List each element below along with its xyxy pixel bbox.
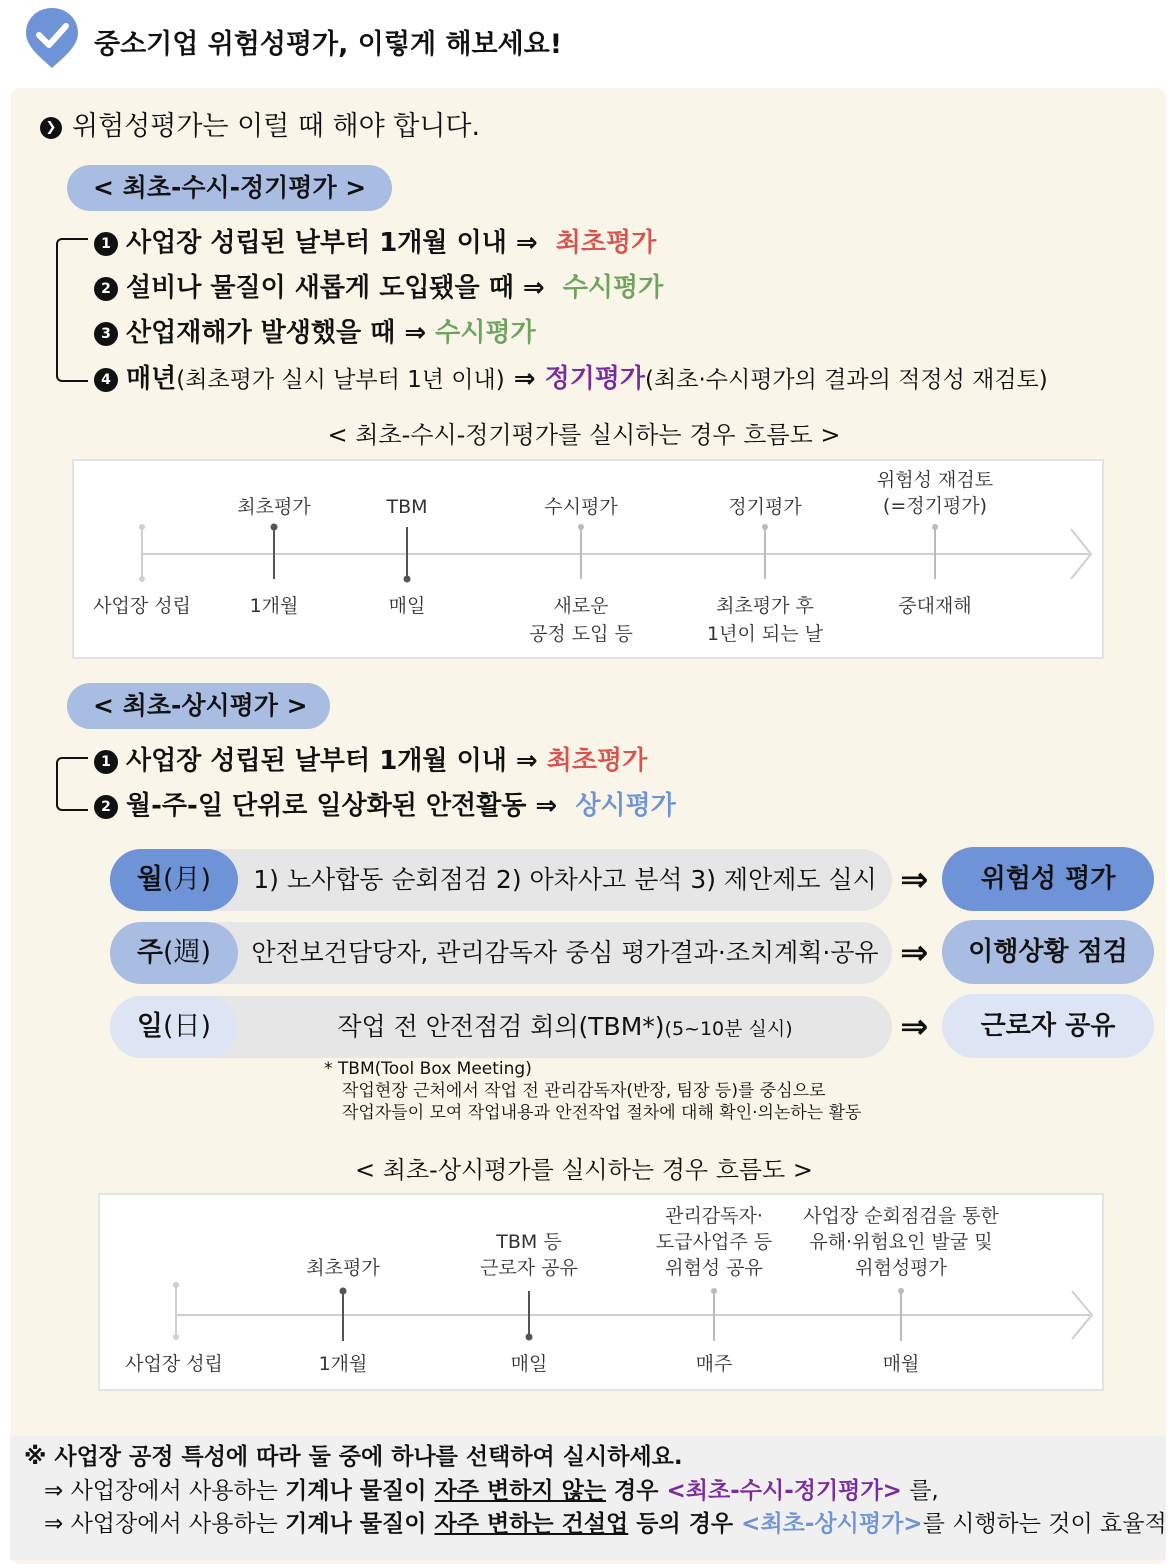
row-day-text: 작업 전 안전점검 회의(TBM*)(5~10분 실시) <box>337 1012 793 1041</box>
section1-item-2: 2 설비나 물질이 새롭게 도입됐을 때 ⇒ 수시평가 <box>94 267 663 304</box>
row-month-result: 위험성 평가 <box>942 847 1154 911</box>
flow1-top-label: 수시평가 <box>544 496 618 518</box>
flow1-bottom-label: 최초평가 후 <box>716 595 814 617</box>
bullet-icon: ❯ <box>40 117 62 139</box>
flow1-top-label: 최초평가 <box>237 496 311 518</box>
flow1-bottom-label: 매일 <box>388 595 426 617</box>
row-day-day: 일(日) <box>110 996 238 1058</box>
flow1-top-label: TBM <box>386 496 428 518</box>
flow2-top-label: TBM 등 <box>496 1231 562 1253</box>
flow1-bottom-label: 중대재해 <box>898 595 972 617</box>
section2-bracket <box>56 757 88 811</box>
section1-item-1: 1 사업장 성립된 날부터 1개월 이내 ⇒ 최초평가 <box>94 222 656 259</box>
flow1-top-label: 정기평가 <box>728 496 802 518</box>
flow2-top-label: 최초평가 <box>306 1257 380 1279</box>
row-month-text: 1) 노사합동 순회점검 2) 아차사고 분석 3) 제안제도 실시 <box>253 865 877 894</box>
intro-text: 위험성평가는 이럴 때 해야 합니다. <box>72 111 481 142</box>
row-week-result: 이행상황 점검 <box>942 920 1154 984</box>
section1-pill: < 최초-수시-정기평가 > <box>67 165 392 211</box>
tbm-note-line: 작업현장 근처에서 작업 전 관리감독자(반장, 팀장 등)를 중심으로 <box>342 1081 826 1101</box>
flow1-bottom-label: 1년이 되는 날 <box>707 623 823 645</box>
flow2-bottom-label: 사업장 성립 <box>125 1353 223 1375</box>
flow2-bottom-label: 매월 <box>882 1353 920 1375</box>
flow1-top-label: 위험성 재검토 <box>876 469 994 491</box>
flow2-top-label: 유해·위험요인 발굴 및 <box>809 1231 993 1253</box>
row-month-arrow: ⇒ <box>900 860 929 900</box>
flow2-top-label: 도급사업주 등 <box>655 1231 773 1253</box>
check-badge-icon <box>22 6 82 70</box>
section1-item-3: 3 산업재해가 발생했을 때 ⇒ 수시평가 <box>94 312 536 349</box>
bottom-line-2: ⇒ 사업장에서 사용하는 기계나 물질이 자주 변하지 않는 경우 <최초-수시-정기평가> 를, <box>44 1478 939 1504</box>
row-week-day: 주(週) <box>110 922 238 984</box>
flow2-box <box>98 1193 1104 1391</box>
section2-pill: < 최초-상시평가 > <box>67 683 330 729</box>
flow2-bottom-label: 1개월 <box>318 1353 368 1375</box>
intro-heading <box>40 104 480 143</box>
flow2-caption: < 최초-상시평가를 실시하는 경우 흐름도 > <box>355 1156 813 1184</box>
tbm-note-title: * TBM(Tool Box Meeting) <box>324 1059 532 1079</box>
flow1-box <box>72 459 1104 659</box>
row-month-day: 월(月) <box>110 849 238 911</box>
flow2-top-label: 근로자 공유 <box>480 1257 578 1279</box>
flow2-top-label: 위험성 공유 <box>665 1257 763 1279</box>
bottom-line-3: ⇒ 사업장에서 사용하는 기계나 물질이 자주 변하는 건설업 등의 경우 <최초-상시평가>를 시행하는 것이 효율적 <box>44 1511 1167 1537</box>
row-day-arrow: ⇒ <box>900 1007 929 1047</box>
section1-bracket <box>56 238 88 382</box>
flow2-top-label: 관리감독자· <box>665 1205 763 1227</box>
section1-item-4: 4 매년(최초평가 실시 날부터 1년 이내) ⇒ 정기평가(최초·수시평가의 결과의 적정성 재검토) <box>94 358 1048 395</box>
flow2-bottom-label: 매일 <box>510 1353 548 1375</box>
row-day-result: 근로자 공유 <box>942 994 1154 1058</box>
flow1-bottom-label: 공정 도입 등 <box>529 623 633 645</box>
page-title: 중소기업 위험성평가, 이렇게 해보세요! <box>94 29 563 60</box>
bottom-line-1: ※ 사업장 공정 특성에 따라 둘 중에 하나를 선택하여 실시하세요. <box>24 1444 683 1470</box>
tbm-note-line: 작업자들이 모여 작업내용과 안전작업 절차에 대해 확인·의논하는 활동 <box>342 1103 862 1123</box>
flow1-top-label: (=정기평가) <box>882 495 988 517</box>
flow2-bottom-label: 매주 <box>695 1353 733 1375</box>
flow2-top-label: 위험성평가 <box>855 1257 947 1279</box>
flow1-bottom-label: 1개월 <box>249 595 299 617</box>
flow1-bottom-label: 사업장 성립 <box>93 595 191 617</box>
row-week-text: 안전보건담당자, 관리감독자 중심 평가결과·조치계획·공유 <box>251 938 879 967</box>
flow1-caption: < 최초-수시-정기평가를 실시하는 경우 흐름도 > <box>327 421 841 449</box>
flow2-top-label: 사업장 순회점검을 통한 <box>803 1205 999 1227</box>
row-week-arrow: ⇒ <box>900 933 929 973</box>
flow1-bottom-label: 새로운 <box>553 595 609 617</box>
section2-item-2: 2 월-주-일 단위로 일상화된 안전활동 ⇒ 상시평가 <box>94 785 676 822</box>
section2-item-1: 1 사업장 성립된 날부터 1개월 이내 ⇒ 최초평가 <box>94 740 647 777</box>
